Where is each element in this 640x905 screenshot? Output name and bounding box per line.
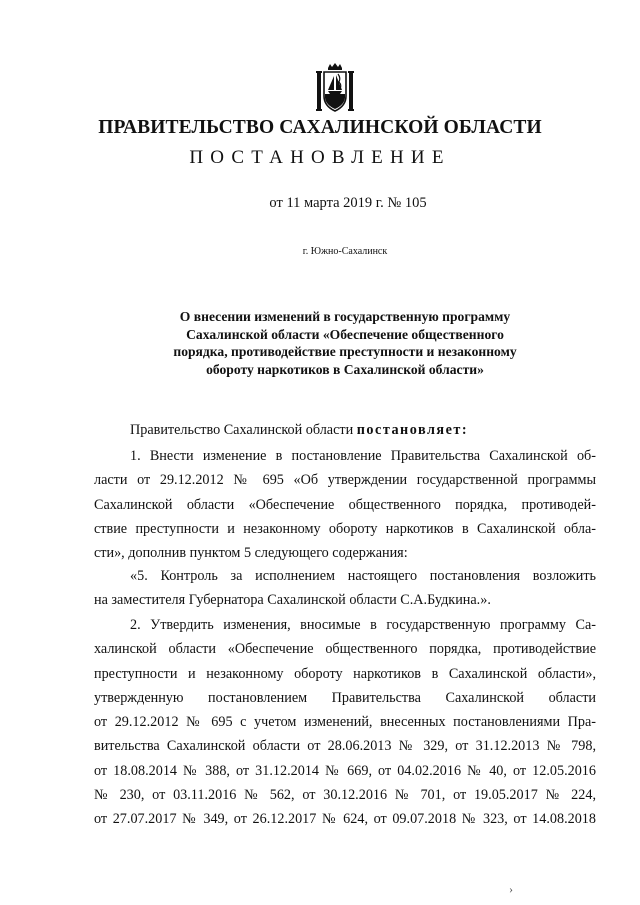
intro-paragraph — [94, 418, 596, 442]
paragraph-line: халинской области «Обеспечение общественного порядка, противодействие — [94, 641, 596, 658]
paragraph-2 — [94, 613, 596, 832]
page-continuation-mark: › — [509, 882, 513, 896]
paragraph-line: от 29.12.2012 № 695 с учетом изменений, внесенных постановлениями Пра- — [94, 714, 596, 731]
coat-of-arms-icon — [315, 62, 355, 114]
paragraph-line: от 27.07.2017 № 349, от 26.12.2017 № 624, от 09.07.2018 № 323, от 14.08.2018 — [94, 811, 596, 828]
document-type: ПОСТАНОВЛЕНИЕ — [189, 147, 451, 168]
paragraph-line: утвержденную постановлением Правительства Сахалинской области — [94, 689, 596, 706]
government-name: ПРАВИТЕЛЬСТВО САХАЛИНСКОЙ ОБЛАСТИ — [98, 117, 542, 138]
document-city: г. Южно-Сахалинск — [302, 246, 388, 257]
intro-line — [94, 418, 596, 442]
paragraph-line: преступности и незаконному обороту наркотиков в Сахалинской области», — [94, 665, 596, 682]
intro-text: Правительство Сахалинской области — [130, 422, 357, 438]
paragraph-line: 1. Внести изменение в постановление Правительства Сахалинской об- — [130, 448, 596, 464]
subject-line: Сахалинской области «Обеспечение общественного — [186, 326, 504, 342]
paragraph-line: ствие преступности и незаконному обороту наркотиков в Сахалинской обла- — [94, 520, 596, 537]
paragraph-1 — [94, 444, 596, 565]
document-date-number: от 11 марта 2019 г. № 105 — [269, 195, 427, 211]
subject-line: О внесении изменений в государственную программу — [179, 309, 511, 324]
paragraph-line: Сахалинской области «Обеспечение общественного порядка, противодей- — [94, 496, 596, 513]
quote-line: на заместителя Губернатора Сахалинской области С.А.Будкина.». — [94, 592, 491, 609]
paragraph-line: вительства Сахалинской области от 28.06.2013 № 329, от 31.12.2013 № 798, — [94, 738, 596, 755]
paragraph-line: от 18.08.2014 № 388, от 31.12.2014 № 669, от 04.02.2016 № 40, от 12.05.2016 — [94, 762, 596, 779]
paragraph-line: 2. Утвердить изменения, вносимые в государственную программу Са- — [130, 617, 596, 633]
subject-line: обороту наркотиков в Сахалинской области» — [206, 361, 484, 377]
paragraph-line: № 230, от 03.11.2016 № 562, от 30.12.2016 № 701, от 19.05.2017 № 224, — [94, 787, 596, 804]
paragraph-line: сти», дополнив пунктом 5 следующего содержания: — [94, 545, 408, 562]
quote-line: «5. Контроль за исполнением настоящего постановления возложить — [130, 568, 596, 584]
quoted-clause — [94, 564, 596, 613]
subject-line: порядка, противодействие преступности и незаконному — [173, 344, 517, 359]
intro-action: постановляет: — [356, 422, 469, 438]
document-subject — [0, 308, 640, 378]
paragraph-line: ласти от 29.12.2012 № 695 «Об утверждении государственной программы — [94, 472, 596, 489]
